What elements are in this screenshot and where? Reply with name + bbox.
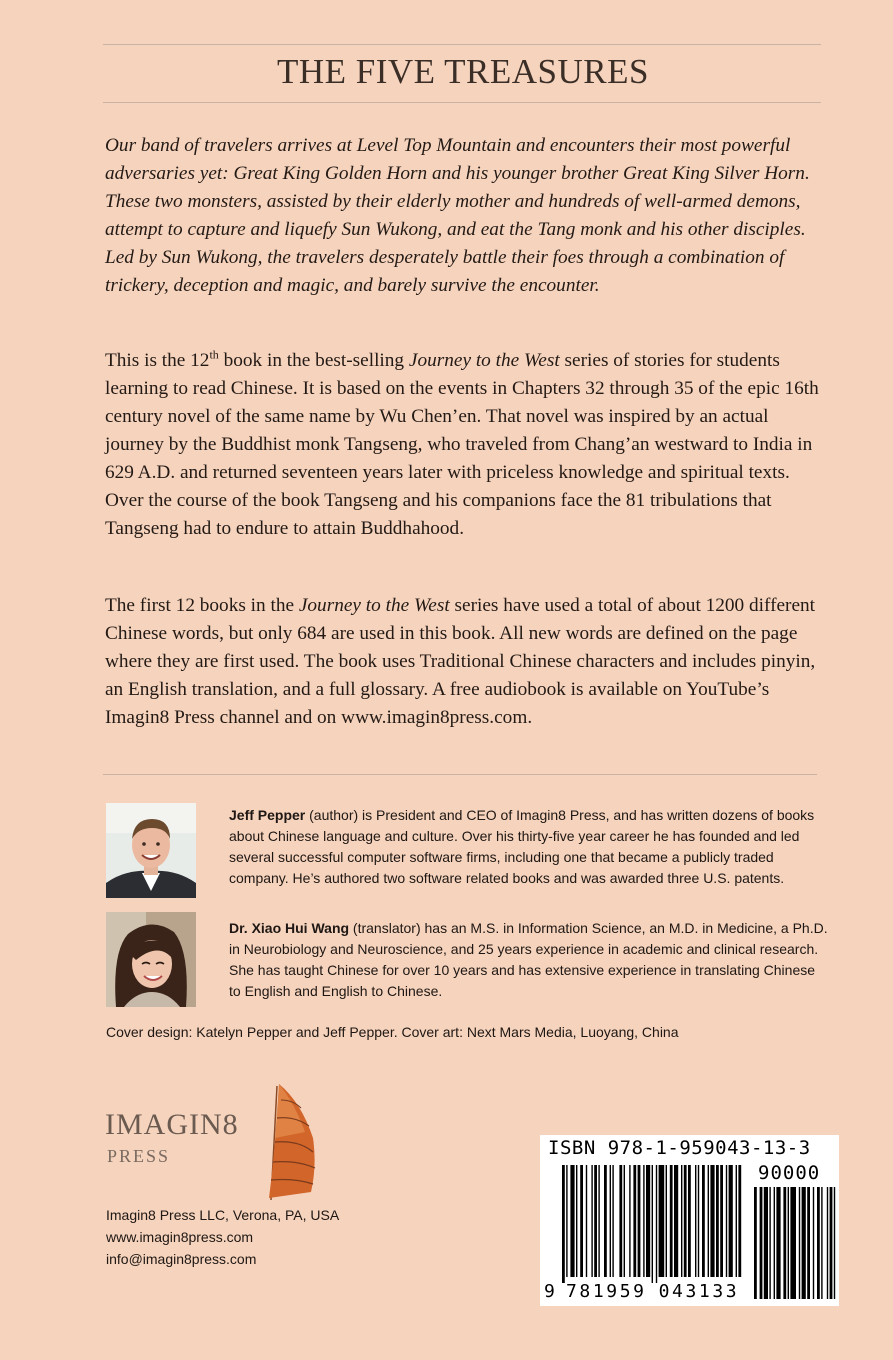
para2-text-1: This is the 12 xyxy=(105,350,210,371)
publisher-address: Imagin8 Press LLC, Verona, PA, USA xyxy=(106,1207,340,1223)
publisher-email[interactable]: info@imagin8press.com xyxy=(106,1251,257,1267)
barcode-first-digit: 9 xyxy=(544,1281,555,1302)
translator-bio-text: (translator) has an M.S. in Information Science, an M.D. in Medicine, a Ph.D. in Neurobiology and Neuroscience, and 25 years experience in academic and clinical research. She has taught Chinese for over 10 years and has extensive experience in translating Chinese to English and English to Chinese. xyxy=(229,920,828,999)
barcode-right-digits: 043133 xyxy=(658,1281,740,1302)
publisher-website[interactable]: www.imagin8press.com xyxy=(106,1229,254,1245)
author-bio-text: (author) is President and CEO of Imagin8 Press, and has written dozens of books about Chinese language and culture. Over his thirty-five year career he has founded and led several successful computer software firms, including one that became a publicly traded company. He’s authored two software related books and was awarded three U.S. patents. xyxy=(229,807,815,886)
book-title: THE FIVE TREASURES xyxy=(277,52,649,91)
barcode-digits xyxy=(544,1281,744,1302)
price-addon-number: 90000 xyxy=(758,1162,821,1184)
author-photo xyxy=(106,803,196,898)
vocabulary-paragraph xyxy=(105,592,823,732)
series-name: Journey to the West xyxy=(298,595,450,616)
para3-text-2: series have used a total of about 1200 different Chinese words, but only 684 are used in this book. All new words are defined on the page where they are first used. The book uses Traditional Chinese characters and includes pinyin, an English translation, and a full glossary. A free audiobook is available on YouTube’s Imagin8 Press channel and on www.imagin8press.com. xyxy=(105,595,816,728)
translator-bio xyxy=(229,918,829,1002)
junk-sail-icon xyxy=(255,1082,321,1202)
para2-text-3: series of stories for students learning to read Chinese. It is based on the events in Chapters 32 through 35 of the epic 16th century novel of the same name by Wu Chen’en. That novel was inspired by an actual journey by the Buddhist monk Tangseng, who traveled from Chang’an westward to India in 629 A.D. and returned seventeen years later with priceless knowledge and spiritual texts. Over the course of the book Tangseng and his companions face the 81 tribulations that Tangseng had to endure to attain Buddhahood. xyxy=(105,350,819,539)
bio-divider xyxy=(103,774,817,775)
top-divider xyxy=(103,44,821,45)
cover-credits: Cover design: Katelyn Pepper and Jeff Pepper. Cover art: Next Mars Media, Luoyang, China xyxy=(106,1024,679,1040)
isbn-number: ISBN 978-1-959043-13-3 xyxy=(548,1137,811,1159)
logo-wordmark: IMAGIN8 xyxy=(105,1108,239,1141)
title-divider xyxy=(103,102,821,103)
series-name: Journey to the West xyxy=(408,350,560,371)
isbn-barcode xyxy=(540,1135,839,1306)
para3-text-1: The first 12 books in the xyxy=(105,595,299,616)
publisher-logo xyxy=(105,1082,325,1202)
barcode-left-digits: 781959 xyxy=(566,1281,647,1302)
series-paragraph xyxy=(105,347,823,543)
translator-photo xyxy=(106,912,196,1007)
translator-name: Dr. Xiao Hui Wang xyxy=(229,920,350,936)
author-name: Jeff Pepper xyxy=(229,807,306,823)
para2-text-2: book in the best-selling xyxy=(218,350,409,371)
ordinal-suffix: th xyxy=(209,347,219,362)
blurb-paragraph: Our band of travelers arrives at Level Top Mountain and encounters their most powerful adversaries yet: Great King Golden Horn and his younger brother Great King Silver Horn. These two monsters, assisted by their elderly mother and hundreds of well-armed demons, attempt to capture and liquefy Sun Wukong, and eat the Tang monk and his other disciples. Led by Sun Wukong, the travelers desperately battle their foes through a combination of trickery, deception and magic, and barely survive the encounter. xyxy=(105,135,810,296)
author-bio xyxy=(229,805,829,889)
logo-press-label: PRESS xyxy=(107,1146,171,1166)
